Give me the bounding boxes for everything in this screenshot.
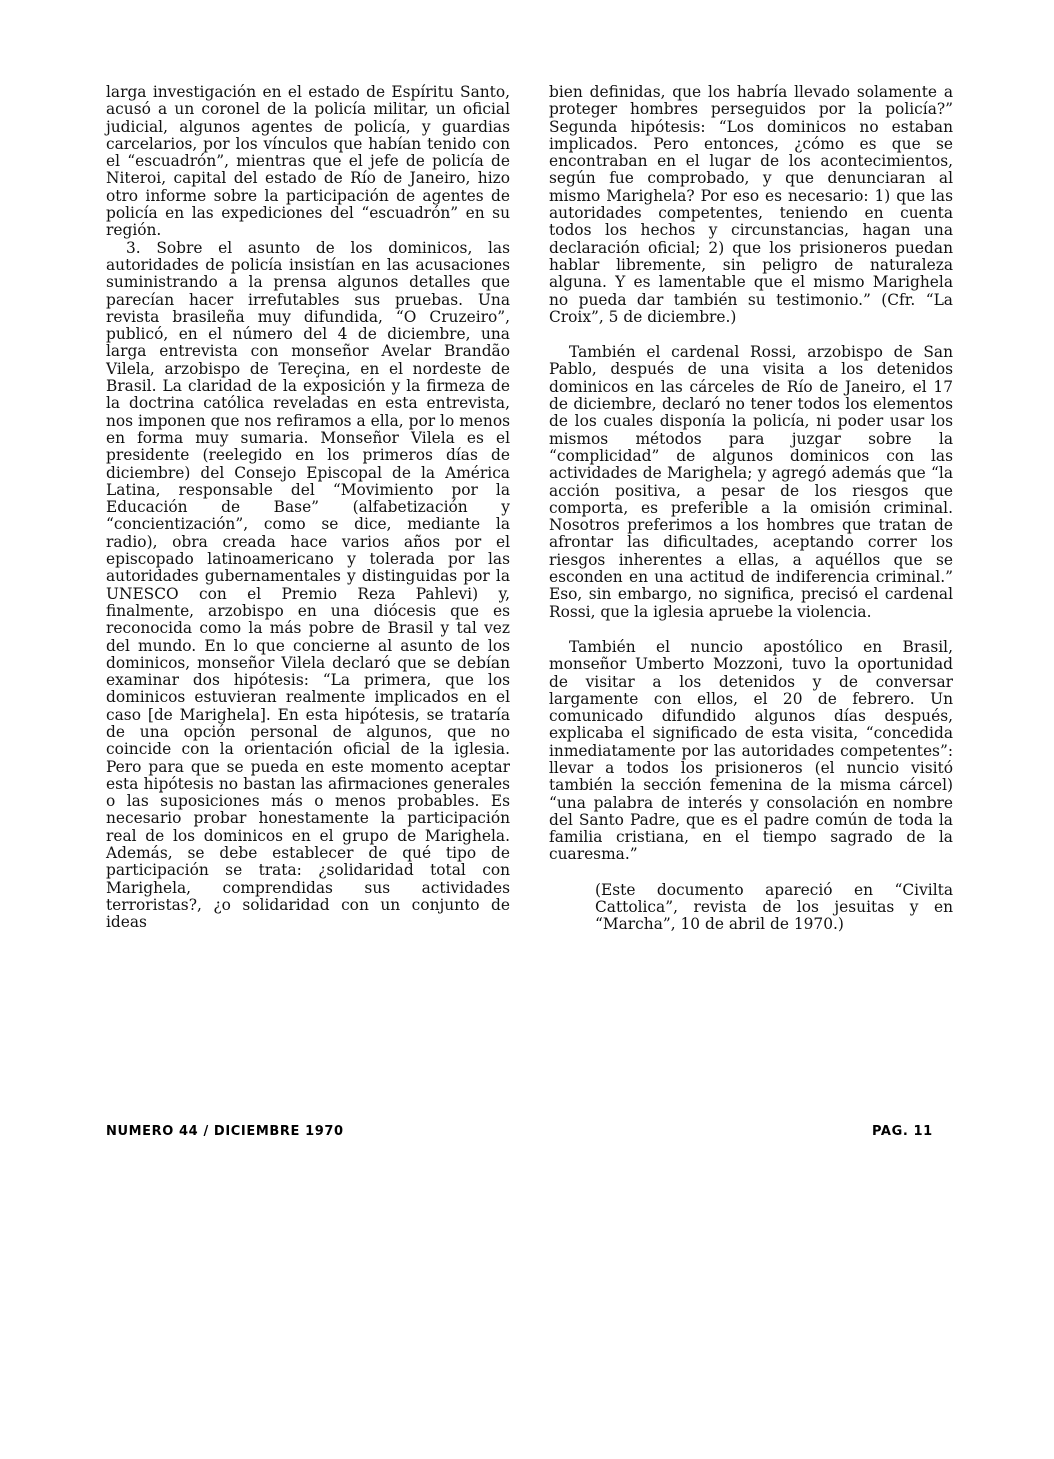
right-column bbox=[549, 84, 953, 934]
paragraph-cardenal-rossi: También el cardenal Rossi, arzobispo de San Pablo, después de una visita a los detenidos dominicos en las cárceles de Río de Janeiro, el 17 de diciembre, declaró no tener todos los elementos de los cuales disponía la policía, ni poder usar los mismos métodos para juzgar sobre la “complicidad” de algunos dominicos con las actividades de Marighela; y agregó además que “la acción positiva, a pesar de los riesgos que comporta, es preferible a la omisión criminal. Nosotros preferimos a los hombres que tratan de afrontar las dificultades, aceptando correr los riesgos inherentes a ellas, a aquéllos que se esconden en una actitud de indiferencia criminal.” Eso, sin embargo, no significa, precisó el cardenal Rossi, que la iglesia apruebe la violencia. bbox=[549, 343, 953, 621]
footer-issue: NUMERO 44 / DICIEMBRE 1970 bbox=[106, 1124, 344, 1139]
paragraph-espiritu-santo: larga investigación en el estado de Espíritu Santo, acusó a un coronel de la policía militar, un oficial judicial, algunos agentes de policía, y guardias carcelarios, por los vínculos que habían tenido con el “escuadrón”, mientras que el jefe de policía de Niteroi, capital del estado de Río de Janeiro, hizo otro informe sobre la participación de agentes de policía en las expediciones del “escuadrón” en su región. bbox=[106, 83, 510, 240]
paragraph-dominicos: 3. Sobre el asunto de los dominicos, las autoridades de policía insistían en las acusaciones suministrando a la prensa algunos detalles que parecían hacer irrefutables sus pruebas. Una revista brasileña muy difundida, “O Cruzeiro”, publicó, en el número del 4 de diciembre, una larga entrevista con monseñor Avelar Brandão Vilela, arzobispo de Tereçina, en el nordeste de Brasil. La claridad de la exposición y la firmeza de la doctrina católica reveladas en esta entrevista, nos imponen que nos refiramos a ella, por lo menos en forma muy sumaria. Monseñor Vilela es el presidente (reelegido en los primeros días de diciembre) del Consejo Episcopal de la América Latina, responsable del “Movimiento por la Educación de Base” (alfabetización y “concientización”, como se dice, mediante la radio), obra creada hace varios años por el episcopado latinoamericano y tolerada por las autoridades gubernamentales y distinguidas por la UNESCO con el Premio Reza Pahlevi) y, finalmente, arzobispo en una diócesis que es reconocida como la más pobre de Brasil y tal vez del mundo. En lo que concierne al asunto de los dominicos, monseñor Vilela declaró que se debían examinar dos hipótesis: “La primera, que los dominicos estuvieran realmente implicados en el caso [de Marighela]. En esta hipótesis, se trataría de una opción personal de algunos, que no coincide con la orientación oficial de la iglesia. Pero para que se pueda en este momento aceptar esta hipótesis no bastan las afirmaciones generales o las suposiciones más o menos probables. Es necesario probar honestamente la participación real de los dominicos en el grupo de Marighela. Además, se debe establecer de qué tipo de participación se trata: ¿solidaridad total con Marighela, comprendidas sus actividades terroristas?, ¿o solidaridad con un conjunto de ideas bbox=[106, 238, 510, 932]
footer-page-number: PAG. 11 bbox=[872, 1124, 933, 1139]
left-column bbox=[106, 84, 510, 932]
paragraph-hipotesis: bien definidas, que los habría llevado solamente a proteger hombres perseguidos por la policía?” Segunda hipótesis: “Los dominicos no estaban implicados. Pero entonces, ¿cómo es que se encontraban en el lugar de los acontecimientos, según fue comprobado, y que denunciaran al mismo Marighela? Por eso es necesario: 1) que las autoridades competentes, teniendo en cuenta todos los hechos y circunstancias, hagan una declaración oficial; 2) que los prisioneros puedan hablar libremente, sin peligro de naturaleza alguna. Y es lamentable que el mismo Marighela no pueda dar también su testimonio.” (Cfr. “La Croix”, 5 de diciembre.) bbox=[549, 83, 953, 326]
source-note: (Este documento apareció en “Civilta Cattolica”, revista de los jesuitas y en “Marcha”, 10 de abril de 1970.) bbox=[595, 880, 953, 934]
paragraph-nuncio: También el nuncio apostólico en Brasil, monseñor Umberto Mozzoni, tuvo la oportunidad de visitar a los detenidos y de conversar largamente con ellos, el 20 de febrero. Un comunicado difundido algunos días después, explicaba el significado de esta visita, “concedida inmediatamente por las autoridades competentes”: llevar a todos los prisioneros (el nuncio visitó también la sección femenina de la misma cárcel) “una palabra de interés y consolación en nombre del Santo Padre, que es el padre común de toda la familia cristiana, en el tiempo sagrado de la cuaresma.” bbox=[549, 637, 953, 864]
